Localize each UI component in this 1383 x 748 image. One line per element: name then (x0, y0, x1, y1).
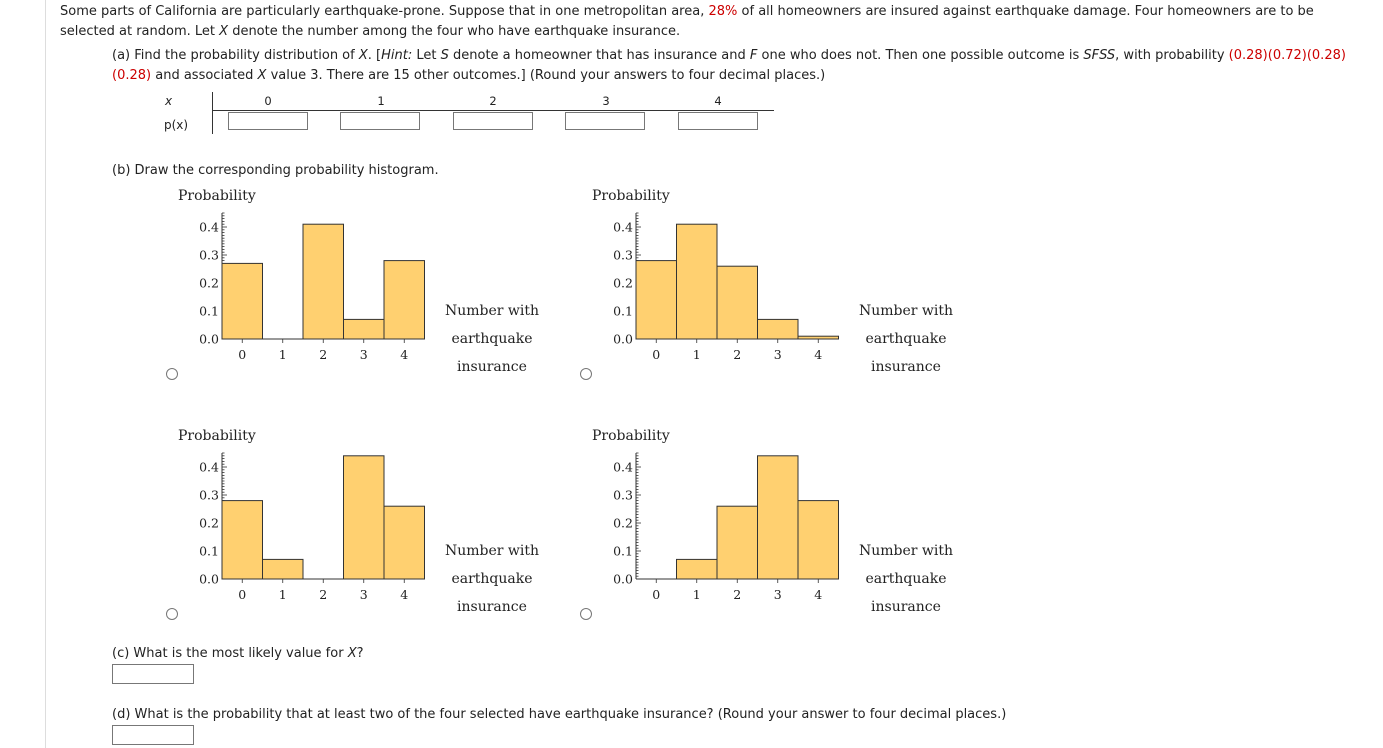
prob-factor: (0.28) (1306, 48, 1346, 63)
x-tick-label: 3 (773, 587, 782, 602)
part-a-text: value 3. There are 15 other outcomes.] (Round your answers to four decimal places.) (270, 68, 826, 83)
px-header: p(x) (164, 118, 189, 132)
x-tick-label: 4 (814, 347, 823, 362)
var-x: X (347, 646, 357, 661)
x-axis-title-line: earthquake (865, 571, 947, 587)
x-value: 4 (714, 94, 722, 108)
part-a-text: and associated (155, 68, 254, 83)
histogram-bar (303, 224, 344, 339)
px-input-3[interactable] (565, 112, 645, 130)
histogram-bar (263, 559, 304, 579)
histogram-bar (677, 559, 718, 579)
var-x: X (358, 48, 368, 63)
part-c-label (112, 646, 364, 661)
x-axis-title-line: earthquake (451, 571, 533, 587)
histogram-bar (717, 506, 758, 579)
x-axis-title-line: Number with (858, 303, 954, 319)
probability-table (150, 92, 780, 136)
x-axis-title-line: Number with (444, 303, 540, 319)
histogram-svg (160, 183, 540, 375)
part-d-label: (d) What is the probability that at least two of the four selected have earthquake insurance? (Round your answer to four decimal places.) (112, 707, 1007, 722)
x-axis-title-line: insurance (871, 359, 941, 375)
px-input-4[interactable] (678, 112, 758, 130)
y-tick-label: 0.3 (199, 247, 219, 263)
x-value: 1 (377, 94, 385, 108)
x-axis-title-line: insurance (457, 359, 527, 375)
px-input-2[interactable] (453, 112, 533, 130)
x-tick-label: 1 (278, 347, 287, 362)
x-tick-label: 2 (319, 347, 328, 362)
y-tick-label: 0.1 (613, 543, 633, 559)
histogram-option-1 (160, 183, 540, 375)
y-axis-title: Probability (178, 428, 256, 444)
var-x: X (257, 68, 267, 83)
histogram-svg (574, 183, 954, 375)
histogram-bar (384, 261, 425, 339)
x-tick-label: 2 (733, 347, 742, 362)
x-axis-title-line: Number with (444, 543, 540, 559)
table-divider (212, 92, 213, 134)
histogram-bar (344, 319, 385, 339)
y-tick-label: 0.4 (613, 459, 633, 475)
histogram-bar (758, 456, 799, 579)
prob-factor: (0.28) (112, 68, 152, 83)
intro-variable: X (219, 24, 229, 39)
x-tick-label: 4 (400, 347, 409, 362)
x-axis-title-line: earthquake (451, 331, 533, 347)
histogram-bar (758, 319, 799, 339)
table-divider (212, 110, 774, 111)
histogram-bar (677, 224, 718, 339)
x-tick-label: 3 (359, 347, 368, 362)
y-tick-label: 0.1 (199, 303, 219, 319)
intro-text: Some parts of California are particularly earthquake-prone. Suppose that in one metropolitan area, (60, 4, 705, 19)
y-axis-title: Probability (592, 428, 670, 444)
y-axis-title: Probability (592, 188, 670, 204)
histogram-bar (344, 456, 385, 579)
x-tick-label: 1 (692, 347, 701, 362)
x-tick-label: 2 (733, 587, 742, 602)
radio-option-1[interactable] (166, 368, 178, 380)
x-tick-label: 0 (238, 347, 247, 362)
x-tick-label: 1 (278, 587, 287, 602)
x-tick-label: 3 (359, 587, 368, 602)
y-tick-label: 0.1 (613, 303, 633, 319)
x-tick-label: 0 (652, 587, 661, 602)
histogram-svg (574, 423, 954, 615)
histogram-option-3 (160, 423, 540, 615)
y-tick-label: 0.3 (613, 487, 633, 503)
var-f: F (749, 48, 758, 63)
histogram-bar (636, 261, 677, 339)
y-tick-label: 0.2 (613, 275, 633, 291)
part-a-text: . [ (367, 48, 382, 63)
histogram-bar (798, 501, 839, 579)
radio-option-3[interactable] (166, 608, 178, 620)
prob-factor: (0.28) (1228, 48, 1268, 63)
x-tick-label: 2 (319, 587, 328, 602)
intro-text-3: denote the number among the four who have earthquake insurance. (232, 24, 681, 39)
at-least-two-probability-input[interactable] (112, 725, 194, 745)
px-input-1[interactable] (340, 112, 420, 130)
radio-option-4[interactable] (580, 608, 592, 620)
part-a-text: Let (416, 48, 437, 63)
intro-text-2: of all homeowners are insured against earthquake damage. Four homeowners are to be selected at random. Let (60, 4, 1314, 39)
y-tick-label: 0.1 (199, 543, 219, 559)
y-tick-label: 0.2 (199, 515, 219, 531)
histogram-bar (798, 336, 839, 339)
y-tick-label: 0.4 (199, 459, 219, 475)
histogram-bar (384, 506, 425, 579)
y-tick-label: 0.0 (199, 331, 219, 347)
x-tick-label: 0 (652, 347, 661, 362)
part-c-text: (c) What is the most likely value for (112, 646, 344, 661)
histogram-bar (222, 501, 263, 579)
part-c-text: ? (356, 646, 364, 661)
x-axis-title-line: insurance (871, 599, 941, 615)
y-tick-label: 0.4 (199, 219, 219, 235)
question-intro (60, 2, 1370, 42)
x-tick-label: 1 (692, 587, 701, 602)
histogram-bar (222, 263, 263, 339)
histogram-bar (717, 266, 758, 339)
y-tick-label: 0.2 (613, 515, 633, 531)
y-tick-label: 0.4 (613, 219, 633, 235)
x-axis-title-line: earthquake (865, 331, 947, 347)
var-sfss: SFSS (1083, 48, 1116, 63)
part-a-text: one who does not. Then one possible outcome is (761, 48, 1080, 63)
x-tick-label: 4 (814, 587, 823, 602)
x-value: 0 (264, 94, 272, 108)
part-a-prompt (112, 46, 1377, 86)
x-header: x (165, 94, 173, 108)
histogram-option-4 (574, 423, 954, 615)
part-a-text: (a) Find the probability distribution of (112, 48, 355, 63)
y-tick-label: 0.3 (199, 487, 219, 503)
y-tick-label: 0.0 (199, 571, 219, 587)
px-input-0[interactable] (228, 112, 308, 130)
left-margin-rule (45, 0, 46, 748)
y-tick-label: 0.0 (613, 331, 633, 347)
y-tick-label: 0.2 (199, 275, 219, 291)
y-axis-title: Probability (178, 188, 256, 204)
part-a-text: denote a homeowner that has insurance and (453, 48, 746, 63)
histogram-option-2 (574, 183, 954, 375)
histogram-svg (160, 423, 540, 615)
x-value: 3 (602, 94, 610, 108)
most-likely-x-input[interactable] (112, 664, 194, 684)
x-axis-title-line: insurance (457, 599, 527, 615)
part-a-text: , with probability (1115, 48, 1225, 63)
var-s: S (440, 48, 449, 63)
x-tick-label: 4 (400, 587, 409, 602)
y-tick-label: 0.3 (613, 247, 633, 263)
radio-option-2[interactable] (580, 368, 592, 380)
intro-percent: 28% (708, 4, 738, 19)
part-b-label: (b) Draw the corresponding probability histogram. (112, 163, 439, 178)
y-tick-label: 0.0 (613, 571, 633, 587)
x-tick-label: 0 (238, 587, 247, 602)
x-value: 2 (489, 94, 497, 108)
x-axis-title-line: Number with (858, 543, 954, 559)
x-tick-label: 3 (773, 347, 782, 362)
hint-label: Hint: (381, 48, 413, 63)
prob-factor: (0.72) (1267, 48, 1307, 63)
